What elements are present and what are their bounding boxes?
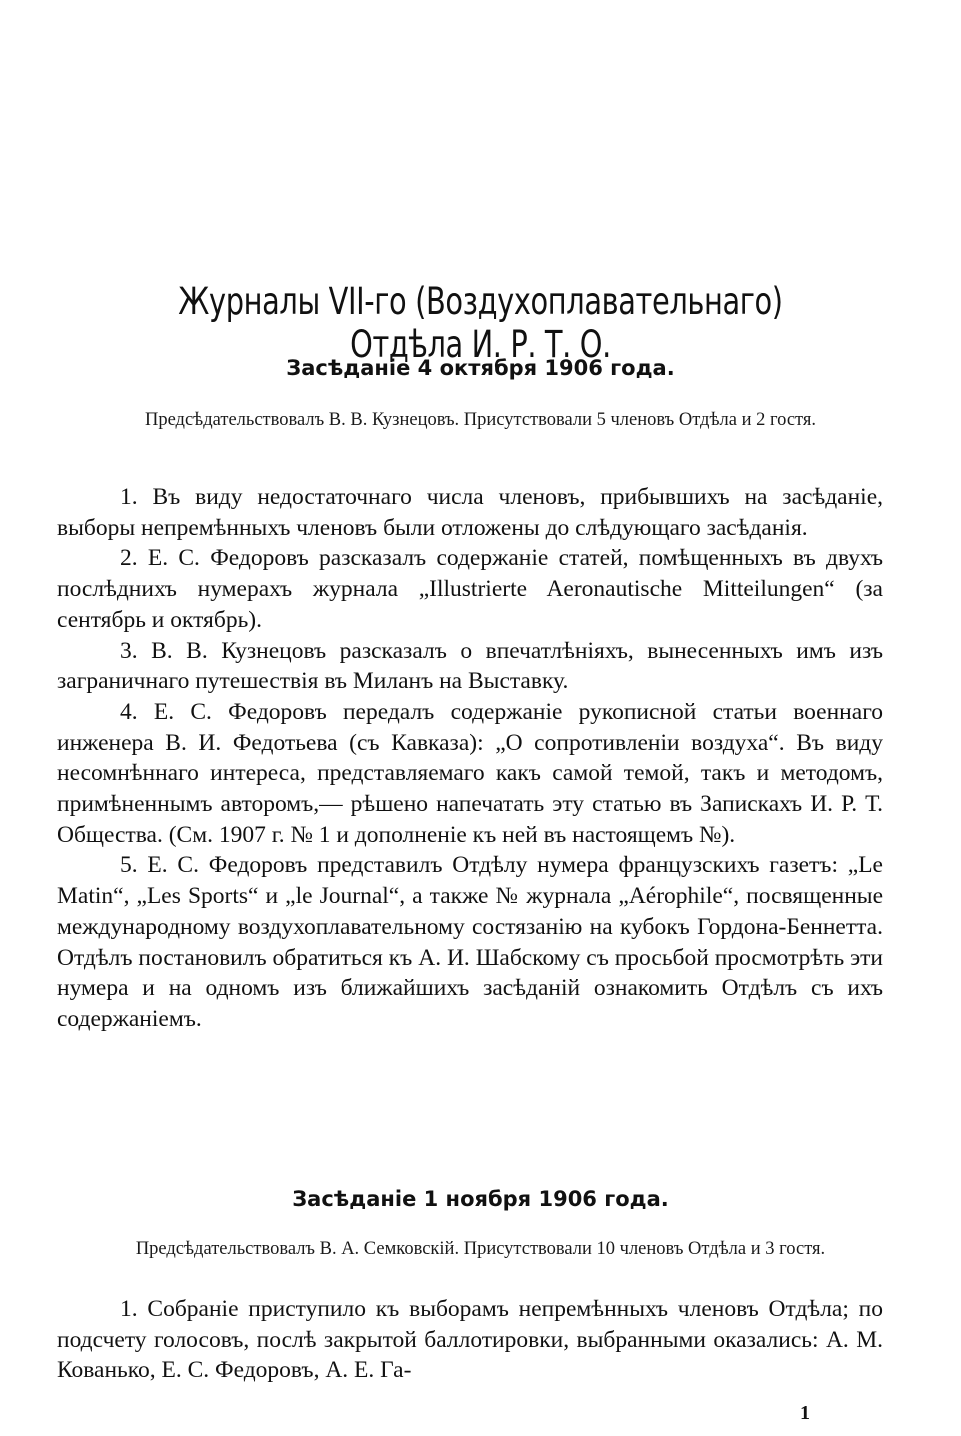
session-chair-1: Предсѣдательствовалъ В. В. Кузнецовъ. Присутствовали 5 членовъ Отдѣла и 2 гостя. [144,410,817,430]
journal-title: Журналы VII-го (Воздухоплавательнаго) Отдѣла И. Р. Т. О. [178,280,783,366]
session-1-item-5: 5. Е. С. Федоровъ представилъ Отдѣлу нумера французскихъ газетъ: „Le Matin“, „Les Sports“ и „le Journal“, а также № журнала „Aérophile“, посвященные международному воздухоплавательному состязанію на кубокъ Гордона-Беннетта. Отдѣлъ постановилъ обратиться къ А. И. Шабскому съ просьбой просмотрѣть эти нумера и на одномъ изъ ближайшихъ засѣданій ознакомить Отдѣлъ съ ихъ содержаніемъ. [57,852,883,1032]
page-number: 1 [800,1402,810,1424]
session-1-item-4: 4. Е. С. Федоровъ передалъ содержаніе рукописной статьи военнаго инженера В. И. Федотьева (съ Кавказа): „О сопротивленіи воздуха“. Въ виду несомнѣннаго интереса, представляемаго какъ самой темой, такъ и методомъ, примѣненнымъ авторомъ,— рѣшено напечатать эту статью въ Запискахъ И. Р. Т. Общества. (См. 1907 г. № 1 и дополненіе къ ней въ настоящемъ №). [57,698,883,848]
session-1-item-1: 1. Въ виду недостаточнаго числа членовъ, прибывшихъ на засѣданіе, выборы непремѣнныхъ членовъ были отложены до слѣдующаго засѣданія. [57,484,883,541]
session-1-item-3: 3. В. В. Кузнецовъ разсказалъ о впечатлѣніяхъ, вынесенныхъ имъ изъ заграничнаго путешествія въ Миланъ на Выставку. [57,637,883,695]
session-1-body [57,482,883,1035]
session-chair-2: Предсѣдательствовалъ В. А. Семковскій. Присутствовали 10 членовъ Отдѣла и 3 гостя. [135,1239,826,1259]
session-heading-1: Засѣданіе 4 октября 1906 года. [286,356,675,380]
session-2-body [57,1294,883,1386]
session-1-item-2: 2. Е. С. Федоровъ разсказалъ содержаніе статей, помѣщенныхъ въ двухъ послѣднихъ нумерахъ журнала „Illustrierte Aeronautische Mitteilungen“ (за сентябрь и октябрь). [57,545,883,633]
session-heading-2: Засѣданіе 1 ноября 1906 года. [292,1187,669,1211]
session-2-item-1: 1. Собраніе приступило къ выборамъ непремѣнныхъ членовъ Отдѣла; по подсчету голосовъ, послѣ закрытой баллотировки, выбранными оказались: А. М. Кованько, Е. С. Федоровъ, А. Е. Га- [57,1296,883,1384]
